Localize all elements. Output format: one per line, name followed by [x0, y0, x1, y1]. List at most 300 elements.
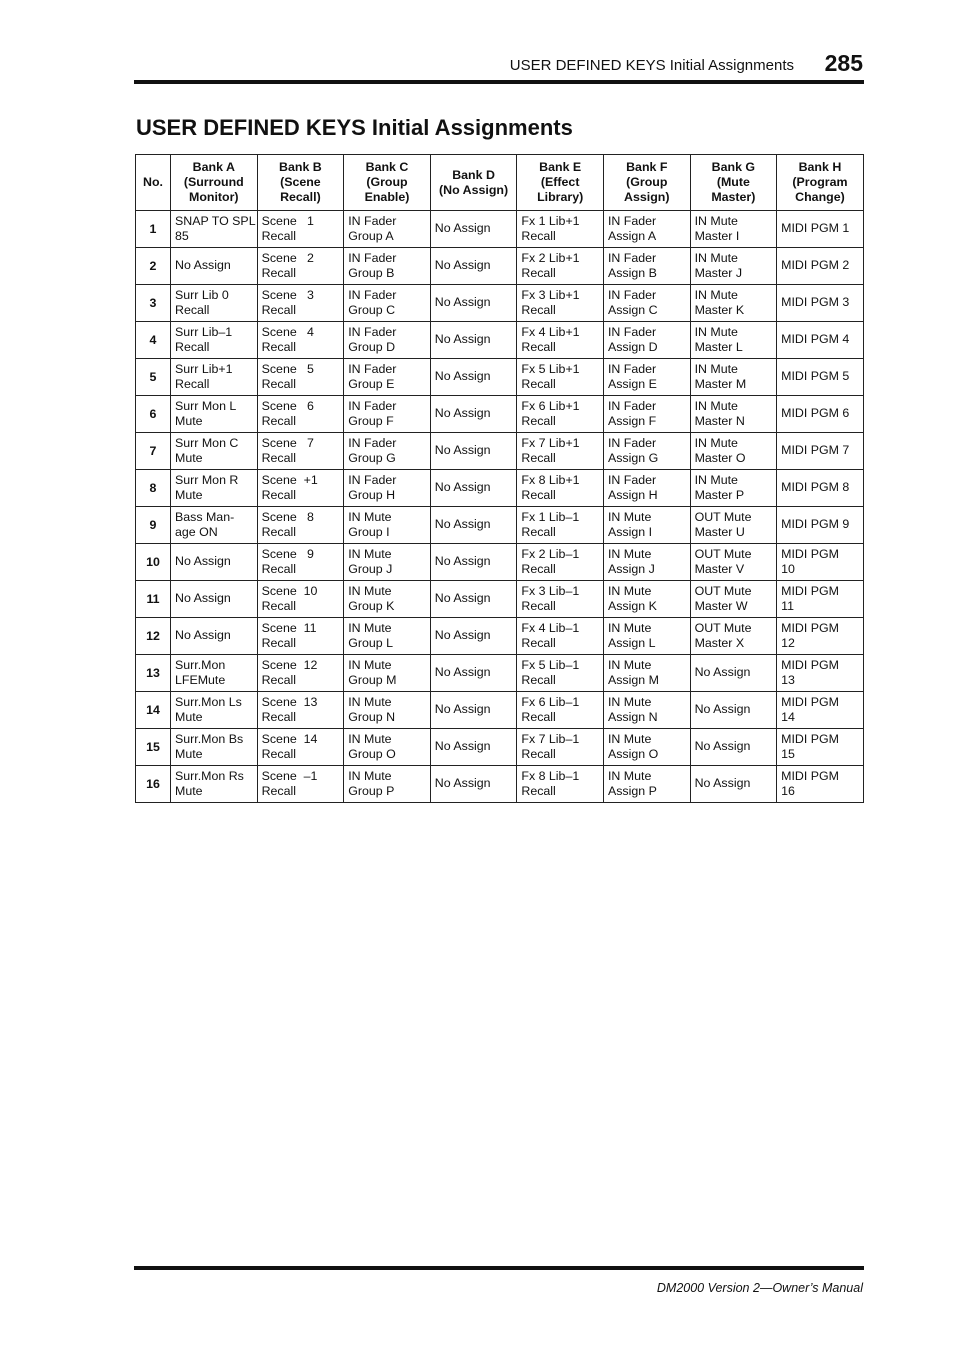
- cell-line: MIDI PGM: [781, 583, 839, 598]
- cell-line: No Assign: [434, 776, 491, 790]
- table-cell: [344, 618, 431, 655]
- cell-line: Master W: [694, 598, 748, 613]
- row-number: 15: [136, 729, 171, 766]
- cell-line: Assign H: [607, 487, 658, 502]
- table-cell: [690, 507, 777, 544]
- cell-line: Master I: [694, 228, 740, 243]
- table-cell: [517, 581, 604, 618]
- cell-line: Assign G: [607, 450, 659, 465]
- cell-line: No Assign: [434, 665, 491, 679]
- row-number: 6: [136, 396, 171, 433]
- cell-line: Surr Lib 0: [175, 287, 229, 302]
- table-cell: [603, 396, 690, 433]
- table-cell: [257, 766, 344, 803]
- cell-line: IN Mute: [348, 694, 392, 709]
- column-header-line: Bank G: [711, 160, 756, 174]
- cell-line: 15: [781, 746, 795, 761]
- row-number: 2: [136, 248, 171, 285]
- cell-line: Scene 2: [261, 250, 314, 265]
- column-header-line: Bank D: [452, 167, 495, 182]
- cell-line: No Assign: [694, 776, 751, 790]
- row-number: 14: [136, 692, 171, 729]
- table-cell: [517, 655, 604, 692]
- cell-line: Recall: [261, 228, 297, 243]
- cell-line: Master X: [694, 635, 745, 650]
- table-cell: [603, 544, 690, 581]
- cell-line: Fx 6 Lib–1: [521, 694, 580, 709]
- cell-line: Mute: [175, 746, 203, 761]
- cell-line: No Assign: [434, 369, 491, 383]
- cell-line: Group L: [348, 635, 393, 650]
- cell-line: Recall: [521, 228, 556, 243]
- column-header-line: (No Assign): [439, 182, 509, 197]
- table-cell: [171, 433, 258, 470]
- table-cell: [690, 433, 777, 470]
- running-title: USER DEFINED KEYS Initial Assignments: [509, 57, 794, 74]
- cell-line: Recall: [261, 672, 297, 687]
- cell-line: Fx 8 Lib–1: [521, 768, 580, 783]
- column-header-line: Bank H: [798, 160, 842, 174]
- cell-line: No Assign: [434, 628, 491, 642]
- cell-line: MIDI PGM: [781, 546, 839, 561]
- table-cell: [777, 322, 864, 359]
- column-header-line: Bank F: [626, 160, 668, 174]
- cell-line: Recall: [261, 302, 297, 317]
- table-cell: [257, 581, 344, 618]
- table-row: [136, 359, 864, 396]
- cell-line: MIDI PGM: [781, 657, 839, 672]
- cell-line: Fx 7 Lib+1: [521, 435, 580, 450]
- cell-line: Master J: [694, 265, 743, 280]
- cell-line: No Assign: [434, 258, 491, 272]
- cell-line: IN Fader: [607, 361, 657, 376]
- cell-line: MIDI PGM 5: [781, 369, 850, 383]
- cell-line: Mute: [175, 413, 203, 428]
- cell-line: Group I: [348, 524, 390, 539]
- cell-line: Fx 3 Lib–1: [521, 583, 580, 598]
- cell-line: Recall: [261, 413, 297, 428]
- table-cell: [171, 248, 258, 285]
- table-cell: [344, 359, 431, 396]
- cell-line: MIDI PGM 1: [781, 221, 850, 235]
- table-cell: [257, 544, 344, 581]
- table-cell: [603, 211, 690, 248]
- cell-line: MIDI PGM: [781, 694, 839, 709]
- table-cell: [777, 581, 864, 618]
- header-rule: [134, 80, 864, 84]
- table-cell: [777, 544, 864, 581]
- cell-line: Recall: [521, 783, 556, 798]
- table-row: [136, 507, 864, 544]
- cell-line: IN Fader: [348, 250, 397, 265]
- table-cell: [777, 618, 864, 655]
- column-header-line: No.: [143, 175, 163, 189]
- cell-line: Fx 8 Lib+1: [521, 472, 580, 487]
- cell-line: Recall: [521, 302, 556, 317]
- table-cell: [171, 692, 258, 729]
- table-cell: [430, 729, 517, 766]
- cell-line: Scene 14: [261, 731, 318, 746]
- cell-line: Group J: [348, 561, 393, 576]
- footer-rule: [134, 1266, 864, 1270]
- table-cell: [777, 285, 864, 322]
- cell-line: Recall: [521, 413, 556, 428]
- table-cell: [517, 211, 604, 248]
- row-number: 13: [136, 655, 171, 692]
- table-cell: [517, 507, 604, 544]
- cell-line: IN Mute: [348, 768, 392, 783]
- cell-line: Scene 10: [261, 583, 318, 598]
- table-cell: [257, 285, 344, 322]
- column-header-bank-a: [171, 155, 258, 211]
- footer-manual-title: DM2000 Version 2—Owner’s Manual: [656, 1281, 863, 1295]
- cell-line: OUT Mute: [694, 620, 752, 635]
- cell-line: Master V: [694, 561, 745, 576]
- row-number: 16: [136, 766, 171, 803]
- table-cell: [603, 581, 690, 618]
- table-header-row: [136, 155, 864, 211]
- cell-line: SNAP TO SPL: [175, 213, 256, 228]
- cell-line: Scene 8: [261, 509, 314, 524]
- cell-line: IN Mute: [694, 435, 738, 450]
- table-cell: [690, 655, 777, 692]
- column-header-line: Master): [711, 190, 756, 204]
- table-cell: [430, 433, 517, 470]
- cell-line: 11: [781, 598, 795, 613]
- cell-line: Master K: [694, 302, 745, 317]
- table-cell: [603, 618, 690, 655]
- table-row: [136, 211, 864, 248]
- table-cell: [171, 211, 258, 248]
- table-cell: [344, 322, 431, 359]
- cell-line: Mute: [175, 783, 203, 798]
- table-cell: [603, 285, 690, 322]
- cell-line: Recall: [521, 376, 556, 391]
- cell-line: IN Mute: [348, 620, 392, 635]
- cell-line: Group E: [348, 376, 395, 391]
- table-cell: [430, 322, 517, 359]
- cell-line: Fx 7 Lib–1: [521, 731, 580, 746]
- table-cell: [344, 211, 431, 248]
- cell-line: Assign N: [607, 709, 658, 724]
- column-header-no: [136, 155, 171, 211]
- cell-line: Recall: [261, 339, 297, 354]
- table-cell: [690, 396, 777, 433]
- column-header-bank-c: [344, 155, 431, 211]
- cell-line: Scene 3: [261, 287, 314, 302]
- table-cell: [777, 396, 864, 433]
- cell-line: No Assign: [175, 591, 231, 605]
- cell-line: MIDI PGM 2: [781, 258, 850, 272]
- table-cell: [603, 248, 690, 285]
- cell-line: No Assign: [434, 591, 491, 605]
- cell-line: Surr Mon L: [175, 398, 237, 413]
- table-cell: [517, 433, 604, 470]
- cell-line: IN Mute: [607, 694, 652, 709]
- cell-line: MIDI PGM 6: [781, 406, 850, 420]
- cell-line: IN Mute: [694, 398, 738, 413]
- cell-line: Scene 1: [261, 213, 314, 228]
- column-header-bank-b: [257, 155, 344, 211]
- cell-line: No Assign: [175, 628, 231, 642]
- cell-line: No Assign: [434, 221, 491, 235]
- cell-line: Mute: [175, 709, 203, 724]
- table-cell: [777, 211, 864, 248]
- table-row: [136, 544, 864, 581]
- cell-line: Recall: [261, 635, 297, 650]
- table-cell: [344, 655, 431, 692]
- table-cell: [777, 470, 864, 507]
- table-cell: [603, 766, 690, 803]
- table-cell: [430, 396, 517, 433]
- cell-line: MIDI PGM: [781, 731, 839, 746]
- table-cell: [257, 729, 344, 766]
- cell-line: IN Mute: [694, 324, 738, 339]
- cell-line: Surr Lib+1: [175, 361, 233, 376]
- table-cell: [344, 396, 431, 433]
- cell-line: Scene 7: [261, 435, 314, 450]
- cell-line: IN Fader: [607, 324, 657, 339]
- table-cell: [517, 359, 604, 396]
- cell-line: Scene 13: [261, 694, 318, 709]
- column-header-line: (Group: [626, 175, 668, 189]
- cell-line: Group M: [348, 672, 397, 687]
- cell-line: OUT Mute: [694, 583, 752, 598]
- cell-line: Master M: [694, 376, 747, 391]
- table-cell: [517, 766, 604, 803]
- cell-line: OUT Mute: [694, 509, 752, 524]
- row-number: 4: [136, 322, 171, 359]
- cell-line: MIDI PGM 3: [781, 295, 850, 309]
- table-cell: [777, 359, 864, 396]
- cell-line: 13: [781, 672, 795, 687]
- cell-line: Surr.Mon Ls: [175, 694, 242, 709]
- cell-line: Assign B: [607, 265, 657, 280]
- cell-line: No Assign: [434, 480, 491, 494]
- table-cell: [171, 766, 258, 803]
- cell-line: Group H: [348, 487, 396, 502]
- table-cell: [257, 396, 344, 433]
- cell-line: Master O: [694, 450, 746, 465]
- cell-line: Recall: [261, 524, 297, 539]
- cell-line: Recall: [521, 524, 556, 539]
- cell-line: Recall: [521, 487, 556, 502]
- table-row: [136, 433, 864, 470]
- table-cell: [690, 359, 777, 396]
- table-cell: [603, 655, 690, 692]
- cell-line: Master P: [694, 487, 745, 502]
- cell-line: Group C: [348, 302, 396, 317]
- row-number: 8: [136, 470, 171, 507]
- row-number: 11: [136, 581, 171, 618]
- table-cell: [171, 544, 258, 581]
- table-cell: [603, 322, 690, 359]
- cell-line: Group F: [348, 413, 394, 428]
- column-header-bank-g: [690, 155, 777, 211]
- table-cell: [257, 692, 344, 729]
- cell-line: IN Mute: [694, 472, 738, 487]
- table-cell: [344, 285, 431, 322]
- cell-line: Recall: [175, 339, 210, 354]
- column-header-line: Library): [537, 190, 584, 204]
- cell-line: LFEMute: [175, 672, 226, 687]
- table-cell: [430, 581, 517, 618]
- table-cell: [171, 581, 258, 618]
- cell-line: Assign O: [607, 746, 659, 761]
- row-number: 5: [136, 359, 171, 396]
- table-cell: [171, 470, 258, 507]
- cell-line: IN Mute: [607, 546, 652, 561]
- cell-line: 85: [175, 228, 189, 243]
- table-cell: [777, 507, 864, 544]
- cell-line: IN Mute: [607, 731, 652, 746]
- table-cell: [603, 507, 690, 544]
- cell-line: 12: [781, 635, 795, 650]
- cell-line: IN Mute: [348, 546, 392, 561]
- cell-line: Fx 2 Lib+1: [521, 250, 580, 265]
- table-cell: [517, 248, 604, 285]
- column-header-line: Bank A: [192, 160, 235, 174]
- table-cell: [344, 544, 431, 581]
- cell-line: IN Mute: [348, 583, 392, 598]
- cell-line: OUT Mute: [694, 546, 752, 561]
- table-cell: [777, 766, 864, 803]
- table-cell: [257, 507, 344, 544]
- cell-line: 16: [781, 783, 795, 798]
- table-cell: [690, 470, 777, 507]
- cell-line: Recall: [261, 376, 297, 391]
- cell-line: Recall: [261, 561, 297, 576]
- cell-line: Scene +1: [261, 472, 318, 487]
- table-row: [136, 322, 864, 359]
- cell-line: IN Mute: [694, 287, 738, 302]
- cell-line: Surr.Mon Rs: [175, 768, 244, 783]
- cell-line: Recall: [261, 598, 297, 613]
- column-header-line: Bank B: [279, 160, 322, 174]
- cell-line: No Assign: [694, 665, 751, 679]
- table-cell: [603, 692, 690, 729]
- cell-line: Group A: [348, 228, 394, 243]
- cell-line: Recall: [521, 450, 556, 465]
- table-cell: [171, 507, 258, 544]
- cell-line: No Assign: [434, 332, 491, 346]
- cell-line: MIDI PGM: [781, 620, 839, 635]
- table-cell: [690, 618, 777, 655]
- column-header-bank-d: [430, 155, 517, 211]
- table-cell: [517, 285, 604, 322]
- cell-line: No Assign: [434, 554, 491, 568]
- cell-line: IN Fader: [348, 472, 397, 487]
- cell-line: No Assign: [434, 739, 491, 753]
- table-cell: [777, 692, 864, 729]
- column-header-line: Bank C: [365, 160, 409, 174]
- cell-line: Surr Lib–1: [175, 324, 233, 339]
- cell-line: Fx 4 Lib+1: [521, 324, 580, 339]
- cell-line: IN Mute: [607, 620, 652, 635]
- cell-line: Fx 5 Lib+1: [521, 361, 580, 376]
- table-cell: [257, 618, 344, 655]
- table-cell: [171, 655, 258, 692]
- table-cell: [690, 211, 777, 248]
- table-cell: [344, 766, 431, 803]
- cell-line: No Assign: [434, 702, 491, 716]
- table-cell: [430, 655, 517, 692]
- table-cell: [171, 359, 258, 396]
- table-cell: [430, 544, 517, 581]
- cell-line: MIDI PGM 7: [781, 443, 850, 457]
- cell-line: IN Mute: [694, 361, 738, 376]
- cell-line: Recall: [261, 709, 297, 724]
- table-cell: [430, 766, 517, 803]
- table-row: [136, 248, 864, 285]
- cell-line: 10: [781, 561, 795, 576]
- page-number: 285: [824, 50, 863, 76]
- cell-line: Bass Man-: [175, 509, 235, 524]
- cell-line: Group B: [348, 265, 395, 280]
- cell-line: Mute: [175, 450, 203, 465]
- table-cell: [603, 729, 690, 766]
- table-row: [136, 285, 864, 322]
- cell-line: Fx 3 Lib+1: [521, 287, 580, 302]
- table-cell: [171, 285, 258, 322]
- cell-line: Recall: [261, 783, 297, 798]
- cell-line: No Assign: [694, 702, 751, 716]
- cell-line: Recall: [521, 561, 556, 576]
- cell-line: Assign D: [607, 339, 658, 354]
- cell-line: Mute: [175, 487, 203, 502]
- cell-line: Recall: [261, 487, 297, 502]
- table-cell: [690, 692, 777, 729]
- column-header-bank-h: [777, 155, 864, 211]
- cell-line: Recall: [521, 672, 556, 687]
- table-cell: [777, 655, 864, 692]
- cell-line: Recall: [261, 746, 297, 761]
- cell-line: Recall: [521, 265, 556, 280]
- cell-line: Fx 4 Lib–1: [521, 620, 580, 635]
- table-cell: [257, 248, 344, 285]
- cell-line: IN Fader: [607, 472, 657, 487]
- table-cell: [257, 470, 344, 507]
- table-row: [136, 396, 864, 433]
- cell-line: IN Fader: [348, 287, 397, 302]
- cell-line: Master L: [694, 339, 743, 354]
- cell-line: IN Fader: [607, 435, 657, 450]
- cell-line: 14: [781, 709, 795, 724]
- row-number: 1: [136, 211, 171, 248]
- table-cell: [603, 470, 690, 507]
- table-cell: [171, 396, 258, 433]
- table-cell: [257, 655, 344, 692]
- cell-line: Fx 2 Lib–1: [521, 546, 580, 561]
- cell-line: IN Mute: [694, 250, 738, 265]
- cell-line: IN Mute: [694, 213, 738, 228]
- cell-line: Master N: [694, 413, 745, 428]
- table-cell: [344, 729, 431, 766]
- table-cell: [430, 211, 517, 248]
- cell-line: IN Fader: [607, 250, 657, 265]
- cell-line: Recall: [521, 709, 556, 724]
- cell-line: Assign P: [607, 783, 657, 798]
- cell-line: Scene 4: [261, 324, 314, 339]
- cell-line: No Assign: [434, 406, 491, 420]
- cell-line: MIDI PGM 4: [781, 332, 850, 346]
- cell-line: Fx 1 Lib+1: [521, 213, 580, 228]
- table-cell: [430, 692, 517, 729]
- user-defined-keys-table: [135, 154, 864, 803]
- cell-line: Fx 6 Lib+1: [521, 398, 580, 413]
- cell-line: IN Fader: [348, 324, 397, 339]
- table-cell: [517, 396, 604, 433]
